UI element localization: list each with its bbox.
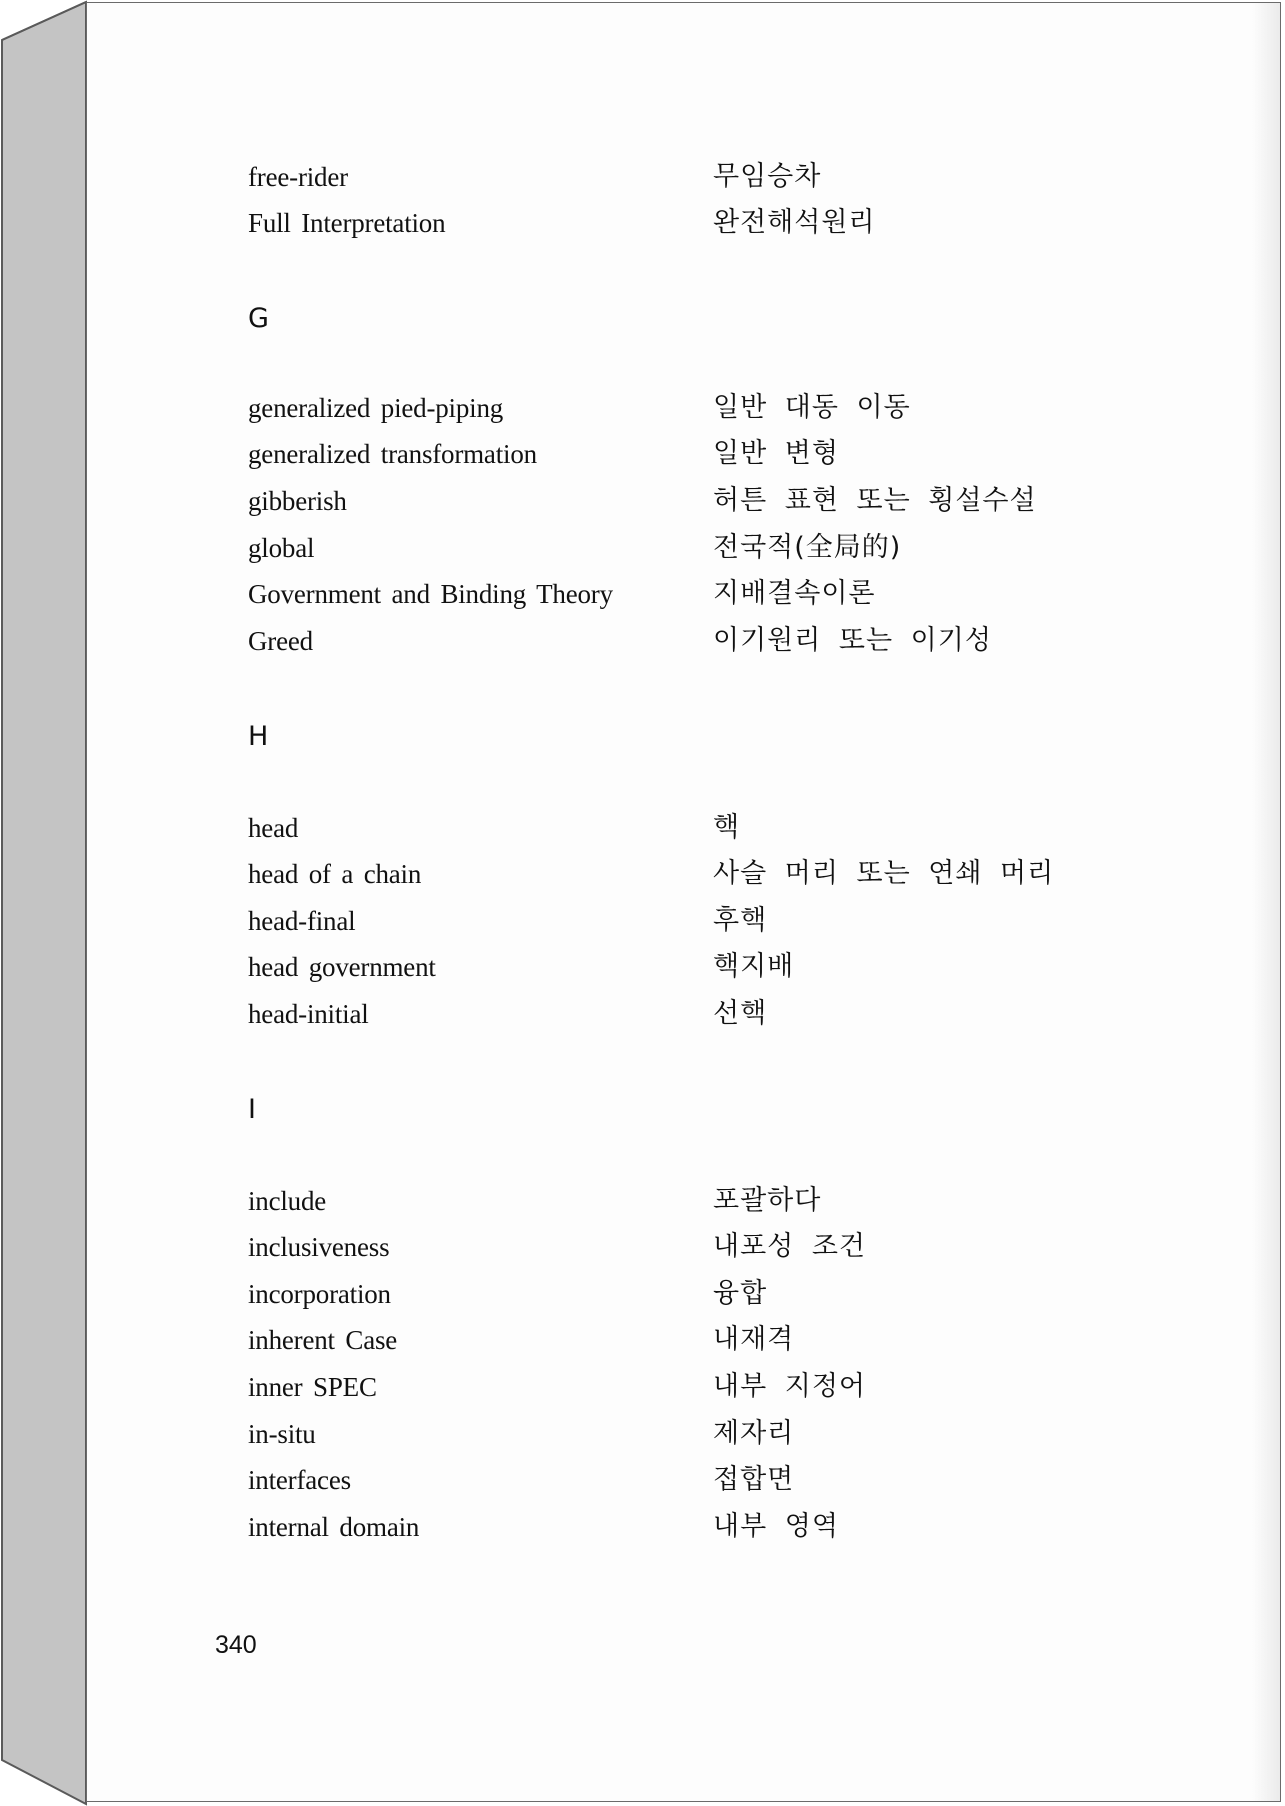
entry-korean-translation: 완전해석원리 [713, 207, 876, 238]
entry-korean-translation: 내부 영역 [713, 1511, 839, 1542]
glossary-entry [87, 1181, 1282, 1221]
entry-korean-translation: 내포성 조건 [713, 1231, 866, 1262]
glossary-entry [87, 388, 1282, 428]
entry-korean-translation: 내부 지정어 [713, 1371, 866, 1402]
entry-english-term: interfaces [248, 1465, 351, 1495]
entry-korean-translation: 이기원리 또는 이기성 [713, 625, 992, 656]
entry-korean-translation: 사슬 머리 또는 연쇄 머리 [713, 858, 1055, 889]
glossary-entry [87, 1414, 1282, 1454]
entry-english-term: Greed [248, 626, 313, 656]
entry-korean-translation: 전국적(全局的) [713, 532, 902, 563]
glossary-entry [87, 203, 1282, 243]
entry-korean-translation: 선핵 [713, 998, 768, 1029]
glossary-entry [87, 528, 1282, 568]
entry-korean-translation: 제자리 [713, 1418, 795, 1449]
glossary-entry [87, 1320, 1282, 1360]
glossary-entry [87, 1507, 1282, 1547]
glossary-entry [87, 994, 1282, 1034]
entry-korean-translation: 후핵 [713, 905, 768, 936]
entry-english-term: head-initial [248, 999, 369, 1029]
entry-korean-translation: 내재격 [713, 1324, 795, 1355]
glossary-entry [87, 574, 1282, 614]
entry-english-term: include [248, 1186, 327, 1216]
entry-english-term: gibberish [248, 486, 347, 516]
glossary-entry [87, 808, 1282, 848]
entry-english-term: inner SPEC [248, 1372, 377, 1402]
dictionary-page [86, 2, 1281, 1802]
glossary-entry [87, 1460, 1282, 1500]
entry-english-term: in-situ [248, 1419, 316, 1449]
entry-english-term: head of a chain [248, 859, 422, 889]
entry-english-term: Full Interpretation [248, 208, 446, 238]
glossary-entry [87, 434, 1282, 474]
entry-english-term: head government [248, 952, 436, 982]
page-number: 340 [215, 1631, 257, 1659]
section-letter-heading: G [248, 303, 269, 334]
entry-korean-translation: 허튼 표현 또는 횡설수설 [713, 485, 1037, 516]
entry-korean-translation: 접합면 [713, 1464, 795, 1495]
glossary-entry [87, 1227, 1282, 1267]
glossary-entry [87, 947, 1282, 987]
entry-english-term: incorporation [248, 1279, 391, 1309]
entry-korean-translation: 지배결속이론 [713, 578, 876, 609]
entry-korean-translation: 일반 변형 [713, 438, 839, 469]
glossary-entry [87, 901, 1282, 941]
glossary-entry [87, 1367, 1282, 1407]
entry-english-term: inherent Case [248, 1325, 398, 1355]
glossary-entry [87, 157, 1282, 197]
glossary-entry [87, 1274, 1282, 1314]
entry-english-term: global [248, 533, 315, 563]
entry-korean-translation: 무임승차 [713, 161, 822, 192]
entry-english-term: inclusiveness [248, 1232, 390, 1262]
entry-english-term: Government and Binding Theory [248, 579, 613, 609]
entry-korean-translation: 일반 대동 이동 [713, 392, 911, 423]
glossary-entry [87, 854, 1282, 894]
section-letter-heading: H [248, 721, 269, 752]
glossary-entry [87, 621, 1282, 661]
entry-korean-translation: 융합 [713, 1278, 768, 1309]
entry-korean-translation: 핵지배 [713, 951, 795, 982]
entry-korean-translation: 포괄하다 [713, 1185, 822, 1216]
entry-korean-translation: 핵 [713, 812, 741, 843]
entry-english-term: internal domain [248, 1512, 420, 1542]
entry-english-term: head [248, 813, 299, 843]
entry-english-term: free-rider [248, 162, 348, 192]
entry-english-term: generalized transformation [248, 439, 537, 469]
entry-english-term: generalized pied-piping [248, 393, 504, 423]
section-letter-heading: I [248, 1094, 256, 1125]
glossary-entry [87, 481, 1282, 521]
entry-english-term: head-final [248, 906, 356, 936]
